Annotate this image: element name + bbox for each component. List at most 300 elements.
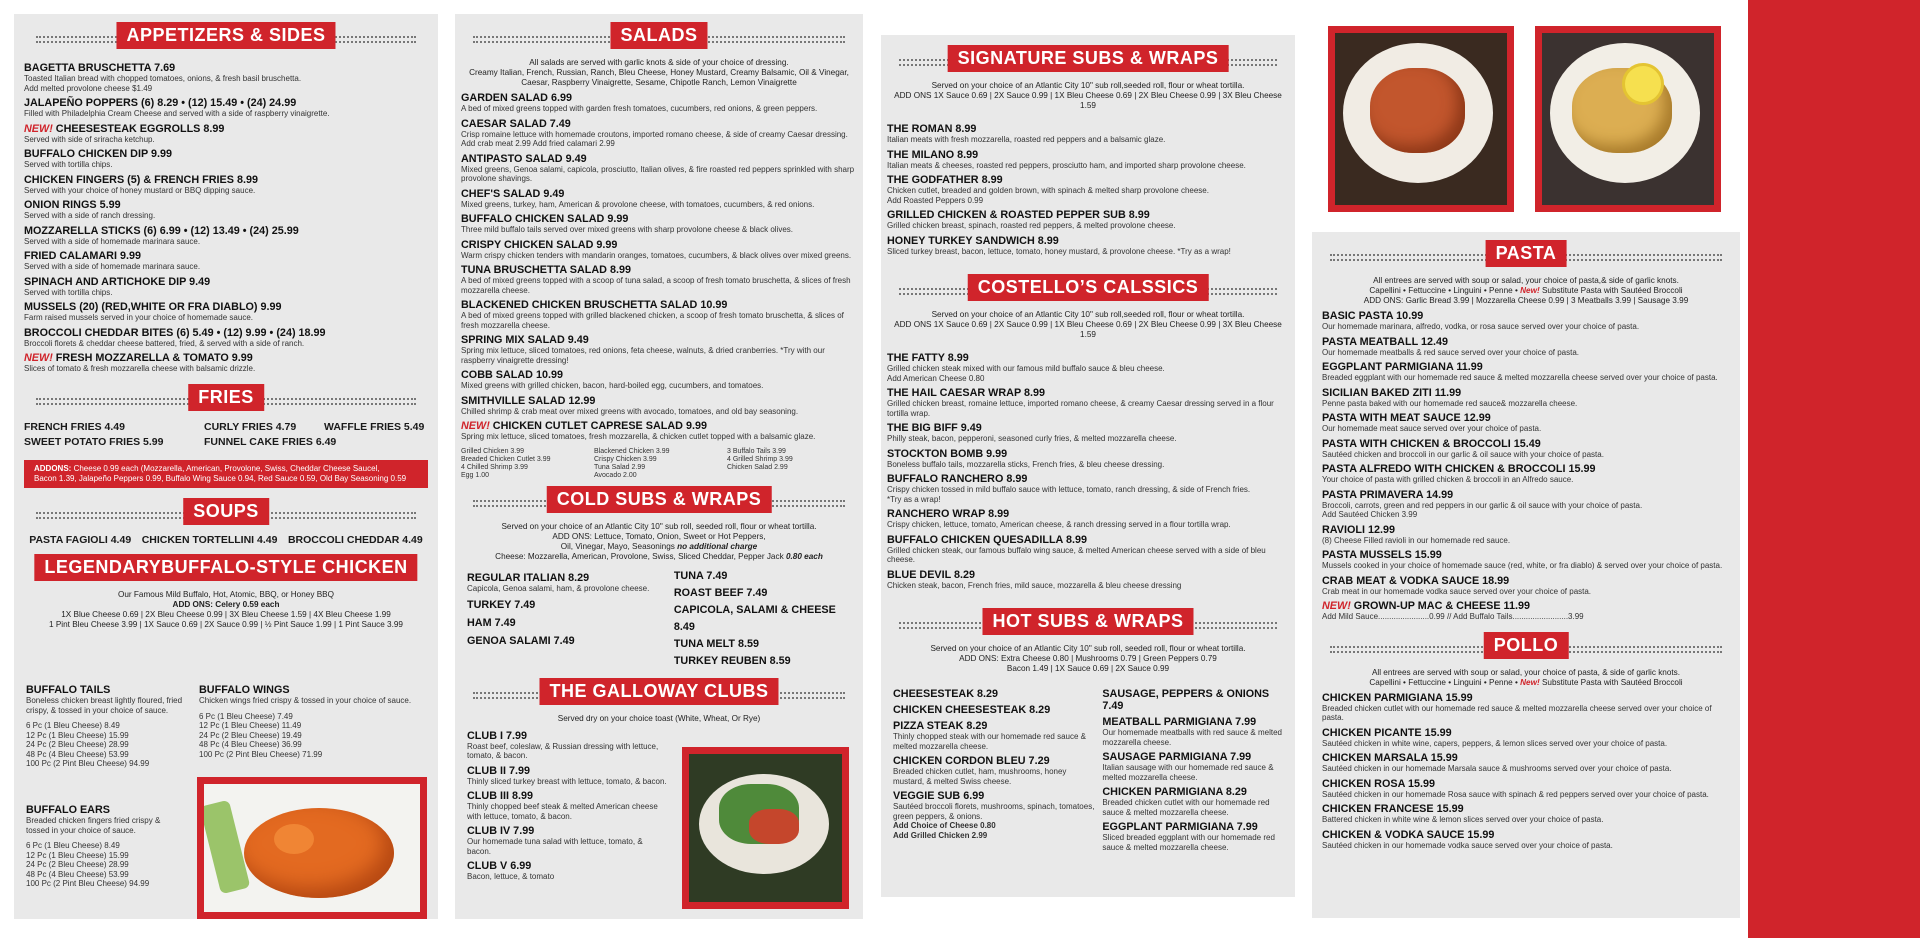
item-name: SPINACH AND ARTICHOKE DIP 9.49 [24, 275, 211, 288]
item-desc: Capicola, Genoa salami, ham, & provolone cheese. [467, 583, 650, 593]
item-desc: Sautéed chicken in our homemade vodka sauce served over your choice of pasta. [1322, 840, 1613, 850]
item-name: REGULAR ITALIAN 8.29 [467, 571, 590, 584]
item-name: PASTA PRIMAVERA 14.99 [1322, 488, 1454, 501]
item-desc: Spring mix lettuce, sliced tomatoes, red onions, feta cheese, walnuts, & dried cranberries. *Try with our raspberry vinaigrette dressing! [461, 346, 825, 365]
new-badge: NEW! [24, 352, 53, 364]
item-desc: Grilled chicken breast, spinach, roasted red peppers, & melted provolone cheese. [887, 221, 1176, 230]
item-name: MUSSELS (20) (RED,WHITE OR FRA DIABLO) 9.99 [24, 301, 282, 313]
item-desc: Sautéed broccoli florets, mushrooms, spinach, tomatoes, green peppers, & onions. [893, 802, 1095, 821]
section-note: 1X Blue Cheese 0.69 | 2X Bleu Cheese 0.99 | 3X Bleu Cheese 1.59 | 4X Bleu Cheese 1.99 [61, 609, 391, 619]
costello-header [887, 274, 1289, 304]
red-side-band [1748, 0, 1920, 938]
section-note-emph: 0.80 each [785, 551, 823, 561]
menu-item [24, 250, 428, 272]
item-name: GRILLED CHICKEN & ROASTED PEPPER SUB 8.99 [887, 209, 1150, 221]
addons-text: Bacon 1.39, Jalapeño Peppers 0.99, Buffalo Wing Sauce 0.94, Red Sauce 0.59, Old Bay Seasoning 0.59 [34, 473, 407, 483]
item-desc: Grilled chicken steak, our famous buffalo wing sauce, & melted American cheese served with a side of bleu cheese. [887, 545, 1266, 564]
item-name: PASTA MUSSELS 15.99 [1322, 549, 1442, 561]
item-desc: Served with a side of homemade marinara sauce. [24, 262, 201, 271]
item-name: COBB SALAD 10.99 [461, 369, 563, 381]
menu-item [24, 148, 428, 170]
menu-item [24, 301, 428, 323]
menu-item [461, 92, 857, 114]
item-desc: Sliced turkey breast, bacon, lettuce, tomato, honey mustard, & provolone cheese. *Try as a wrap! [887, 246, 1231, 256]
item-desc: Chilled shrimp & crab meat over mixed greens with avocado, tomatoes, and old bay seasoning. [461, 406, 799, 416]
panel-salads [455, 14, 863, 919]
item-name: SAUSAGE, PEPPERS & ONIONS 7.49 [1102, 688, 1270, 712]
menu-item [461, 369, 857, 391]
section-note: Oil, Vinegar, Mayo, Seasonings [560, 541, 675, 551]
item-name: BUFFALO RANCHERO 8.99 [887, 473, 1028, 485]
item-desc: Italian meats & cheeses, roasted red peppers, prosciutto ham, and imported sharp provolone cheese. [887, 160, 1246, 170]
menu-item [467, 765, 667, 787]
menu-item [893, 720, 1096, 751]
menu-item [1102, 786, 1289, 817]
section-title-hot-subs: HOT SUBS & WRAPS [982, 608, 1193, 635]
new-badge: NEW! [1322, 600, 1351, 612]
item-desc: Served with a side of homemade marinara sauce. [24, 236, 201, 246]
item-name: ROAST BEEF 7.49 [673, 586, 768, 599]
item-desc: Filled with Philadelphia Cream Cheese and served with a side of raspberry vinaigrette. [24, 109, 330, 118]
item-desc: Breaded chicken cutlet with our homemade red sauce & melted mozzarella cheese served over your choice of pasta. [1322, 703, 1712, 722]
item-name: JALAPEÑO POPPERS (6) 8.29 • (12) 15.49 • (24) 24.99 [24, 97, 297, 109]
menu-item [461, 213, 857, 235]
fries-item: FRENCH FRIES 4.49 [24, 420, 125, 433]
item-name: FRESH MOZZARELLA & TOMATO 9.99 [55, 352, 253, 364]
section-note: Creamy Italian, French, Russian, Ranch, Bleu Cheese, Honey Mustard, Creamy Balsamic, Oil & Vinegar, [469, 68, 849, 77]
signature-header [887, 45, 1289, 75]
price-line: 100 Pc (2 Pint Bleu Cheese) 71.99 [199, 749, 323, 759]
item-desc: Boneless chicken breast lightly floured, fried crispy, & tossed in your choice of sauce. [26, 696, 183, 715]
item-desc: Served with tortilla chips. [24, 160, 113, 169]
menu-item [461, 153, 857, 184]
item-name: BUFFALO WINGS [199, 684, 290, 696]
buffalo-header [24, 554, 428, 584]
item-name: BUFFALO CHICKEN DIP 9.99 [24, 148, 172, 160]
fries-item: SWEET POTATO FRIES 5.99 [24, 435, 164, 448]
price-line: 48 Pc (4 Bleu Cheese) 53.99 [26, 749, 129, 759]
menu-item [887, 448, 1289, 470]
item-name: CHICKEN FINGERS (5) & FRENCH FRIES 8.99 [24, 173, 258, 186]
item-desc: Served with your choice of honey mustard or BBQ dipping sauce. [24, 185, 256, 195]
price-line: 6 Pc (1 Bleu Cheese) 8.49 [26, 721, 120, 730]
section-title-signature: SIGNATURE SUBS & WRAPS [948, 45, 1229, 72]
menu-item [893, 790, 1096, 840]
item-name: PASTA WITH MEAT SAUCE 12.99 [1322, 412, 1491, 424]
item-name: CHICKEN PARMIGIANA 15.99 [1322, 691, 1473, 704]
item-name: EGGPLANT PARMIGIANA 7.99 [1102, 821, 1258, 833]
menu-item [467, 860, 667, 882]
section-note: Our Famous Mild Buffalo, Hot, Atomic, BBQ, or Honey BBQ [118, 589, 334, 599]
menu-item [893, 755, 1096, 786]
item-desc: Three mild buffalo tails served over mixed greens with sharp provolone cheese & black olives. [461, 225, 794, 234]
item-desc: Spring mix lettuce, sliced tomatoes, fresh mozzarella, & chicken cutlet topped with a balsamic glaze. [461, 432, 816, 441]
item-desc: Broccoli, carrots, green and red peppers in our garlic & oil sauce with your choice of pasta. [1322, 500, 1643, 510]
panel-subs [881, 35, 1295, 897]
menu-item [1322, 549, 1734, 571]
item-desc: Thinly sliced turkey breast with lettuce, tomato, & bacon. [467, 776, 667, 786]
section-note: ADD ONS: Extra Cheese 0.80 | Mushrooms 0.79 | Green Peppers 0.79 [959, 654, 1217, 663]
item-name: CHICKEN MARSALA 15.99 [1322, 752, 1458, 764]
price-line: 24 Pc (2 Bleu Cheese) 28.99 [26, 740, 129, 749]
item-name: CHEESESTEAK 8.29 [893, 688, 999, 700]
appetizers-list [24, 62, 428, 374]
section-note: Caesar, Raspberry Vinaigrette, Sesame, Chipotle Ranch, Lemon Vinaigrette [521, 78, 797, 87]
menu-item [1102, 751, 1289, 782]
buffalo-tails [26, 684, 186, 769]
menu-item [24, 225, 428, 247]
item-addon: Add Grilled Chicken 2.99 [893, 830, 988, 840]
item-name: CHICKEN FRANCESE 15.99 [1322, 803, 1464, 815]
section-note: ADD ONS 1X Sauce 0.69 | 2X Sauce 0.99 | 1X Bleu Cheese 0.69 | 2X Bleu Cheese 0.99 | 3X Bleu Cheese 1.59 [894, 91, 1282, 110]
item-name: CLUB I 7.99 [467, 729, 527, 742]
menu-item [467, 572, 674, 594]
section-note: Capellini • Fettuccine • Linguini • Penne • [1369, 677, 1518, 687]
menu-item [1322, 438, 1734, 460]
section-note: ADD ONS: Garlic Bread 3.99 | Mozzarella Cheese 0.99 | 3 Meatballs 3.99 | Sausage 3.99 [1363, 296, 1689, 305]
galloway-header [461, 678, 857, 708]
item-desc: Boneless buffalo tails, mozzarella sticks, French fries, & bleu cheese dressing. [887, 459, 1165, 469]
item-desc: Our homemade meat sauce served over your choice of pasta. [1322, 424, 1542, 433]
item-name: CHICKEN PICANTE 15.99 [1322, 726, 1452, 739]
addon-line: 3 Buffalo Tails 3.99 [727, 447, 786, 455]
menu-item [887, 149, 1289, 171]
item-name: ONION RINGS 5.99 [24, 199, 121, 211]
section-note: Served on your choice of an Atlantic City 10" sub roll, seeded roll, flour or wheat tortilla. [930, 644, 1246, 653]
item-name: CRISPY CHICKEN SALAD 9.99 [461, 238, 618, 251]
item-desc-extra: Add Roasted Peppers 0.99 [887, 195, 984, 205]
item-name: THE GODFATHER 8.99 [887, 174, 1003, 186]
item-desc: Battered chicken in white wine & lemon slices served over your choice of pasta. [1322, 815, 1604, 824]
item-desc: Broccoli florets & cheddar cheese battered, fried, & served with a side of ranch. [24, 338, 305, 348]
section-note: Bacon 1.49 | 1X Sauce 0.69 | 2X Sauce 0.99 [1006, 664, 1170, 673]
addon-line: 4 Chilled Shrimp 3.99 [461, 463, 528, 471]
menu-item [1322, 310, 1734, 332]
menu-item [24, 97, 428, 119]
fries-item: WAFFLE FRIES 5.49 [324, 420, 425, 433]
menu-item [24, 62, 428, 93]
item-desc: Served with a side of ranch dressing. [24, 211, 156, 220]
item-name: PASTA WITH CHICKEN & BROCCOLI 15.49 [1322, 437, 1541, 450]
item-desc: Your choice of pasta with grilled chicken & broccoli in an Alfredo sauce. [1322, 475, 1574, 484]
pollo-list [1318, 692, 1734, 851]
photo-pasta-francese [1535, 26, 1721, 212]
item-desc: Breaded chicken cutlet with our homemade red sauce & melted mozzarella cheese. [1102, 798, 1270, 817]
section-note: Capellini • Fettuccine • Linguini • Penne • [1369, 286, 1518, 295]
cold-header [461, 486, 857, 516]
item-desc: Bacon, lettuce, & tomato [467, 872, 555, 881]
item-name: CHEF'S SALAD 9.49 [461, 187, 565, 200]
section-note: ADD ONS: Lettuce, Tomato, Onion, Sweet or Hot Peppers, [552, 531, 766, 541]
item-desc: Grilled chicken breast, romaine lettuce, imported romano cheese, & creamy Caesar dressing served in a flour tortilla wrap. [887, 399, 1274, 418]
menu-item [887, 473, 1289, 504]
menu-item [887, 569, 1289, 591]
item-name: SAUSAGE PARMIGIANA 7.99 [1102, 751, 1252, 763]
menu-item [1322, 336, 1734, 358]
price-line: 48 Pc (4 Bleu Cheese) 53.99 [26, 869, 129, 879]
section-note: ADD ONS 1X Sauce 0.69 | 2X Sauce 0.99 | 1X Bleu Cheese 0.69 | 2X Bleu Cheese 0.99 | 3X Bleu Cheese 1.59 [894, 320, 1282, 339]
appetizers-header [24, 22, 428, 52]
addon-line: Egg 1.00 [461, 471, 490, 479]
menu-item [467, 730, 667, 761]
section-note-emph: no additional charge [677, 541, 758, 551]
section-title-pollo: POLLO [1484, 632, 1569, 659]
section-title-galloway: THE GALLOWAY CLUBS [539, 678, 778, 705]
addons-label: ADDONS: [34, 463, 72, 473]
item-name: BUFFALO CHICKEN SALAD 9.99 [461, 213, 629, 225]
item-desc: Breaded eggplant with our homemade red sauce & melted mozzarella cheese served over your choice of pasta. [1322, 373, 1718, 382]
item-name: THE ROMAN 8.99 [887, 123, 977, 135]
price-line: 48 Pc (4 Bleu Cheese) 36.99 [199, 740, 302, 749]
addon-line: Avocado 2.00 [594, 471, 637, 479]
item-desc: Served with tortilla chips. [24, 287, 113, 297]
item-name: THE HAIL CAESAR WRAP 8.99 [887, 387, 1045, 399]
section-title-buffalo: LEGENDARYBUFFALO-STYLE CHICKEN [34, 554, 417, 581]
menu-item [887, 534, 1289, 565]
new-badge: NEW! [24, 122, 53, 135]
item-desc: Philly steak, bacon, pepperoni, seasoned curly fries, & melted mozzarella cheese. [887, 434, 1177, 443]
item-desc-extra: Add American Cheese 0.80 [887, 373, 985, 383]
item-name: CHICKEN CHEESESTEAK 8.29 [893, 704, 1051, 716]
item-desc: Roast beef, coleslaw, & Russian dressing with lettuce, tomato, & bacon. [467, 741, 659, 760]
item-name: CLUB V 6.99 [467, 860, 532, 872]
panel-pasta-pollo [1312, 232, 1740, 918]
item-desc: Slices of tomato & fresh mozzarella cheese with balsamic drizzle. [24, 364, 256, 373]
item-name: GARDEN SALAD 6.99 [461, 92, 572, 104]
price-line: 24 Pc (2 Bleu Cheese) 19.49 [199, 730, 302, 740]
price-line: 24 Pc (2 Bleu Cheese) 28.99 [26, 860, 129, 869]
item-name: HAM 7.49 [467, 617, 516, 629]
item-name: BUFFALO TAILS [26, 684, 111, 696]
item-desc: Penne pasta baked with our homemade red sauce& mozzarella cheese. [1322, 398, 1578, 408]
item-desc: Sautéed chicken in our homemade Marsala sauce & mushrooms served over your choice of pasta. [1322, 764, 1672, 773]
item-name: CHICKEN CORDON BLEU 7.29 [893, 755, 1050, 767]
section-note: 1 Pint Bleu Cheese 3.99 | 1X Sauce 0.69 | 2X Sauce 0.99 | ½ Pint Sauce 1.99 | 1 Pint Sauce 3.99 [49, 619, 403, 629]
price-line: 6 Pc (1 Bleu Cheese) 7.49 [199, 711, 293, 721]
item-name: HONEY TURKEY SANDWICH 8.99 [887, 234, 1059, 247]
item-name: CHICKEN PARMIGIANA 8.29 [1102, 786, 1247, 798]
item-name: GENOA SALAMI 7.49 [467, 635, 575, 647]
salad-addons [461, 448, 857, 480]
item-desc: Crispy chicken, lettuce, tomato, American cheese, & ranch dressing served in a flour tortilla wrap. [887, 520, 1231, 529]
addon-line: Grilled Chicken 3.99 [461, 447, 525, 455]
item-name: BASIC PASTA 10.99 [1322, 310, 1424, 322]
item-desc: Breaded chicken fingers fried crispy & tossed in your choice of sauce. [26, 816, 161, 835]
section-note: Substitute Pasta with Sautéed Broccoli [1541, 677, 1683, 687]
menu-item [1322, 575, 1734, 597]
menu-item [887, 352, 1289, 383]
item-desc: Italian meats with fresh mozzarella, roasted red peppers and a balsamic glaze. [887, 135, 1166, 144]
item-name: EGGPLANT PARMIGIANA 11.99 [1322, 361, 1483, 373]
hot-header [887, 608, 1289, 638]
menu-item [461, 188, 857, 210]
section-note: All entrees are served with soup or salad, your choice of pasta, & side of garlic knots. [1371, 667, 1681, 677]
photo-pasta-shrimp [1328, 26, 1514, 212]
buffalo-wings [199, 684, 429, 759]
item-name: TUNA MELT 8.59 [673, 637, 760, 650]
item-desc-extra: *Try as a wrap! [887, 494, 941, 504]
menu-item [887, 209, 1289, 231]
menu-item [1322, 387, 1734, 409]
costello-list [887, 352, 1289, 590]
soup-item: PASTA FAGIOLI 4.49 [29, 533, 132, 546]
menu-item [461, 118, 857, 149]
item-desc: Chicken wings fried crispy & tossed in your choice of sauce. [199, 696, 412, 705]
menu-item [24, 352, 428, 374]
item-desc: Warm crispy chicken tenders with mandarin oranges, tomatoes, cucumbers, & black olives over mixed greens. [461, 250, 852, 260]
price-line: 100 Pc (2 Pint Bleu Cheese) 94.99 [26, 879, 150, 888]
addon-line: Crispy Chicken 3.99 [594, 455, 657, 463]
price-line: 12 Pc (1 Bleu Cheese) 11.49 [199, 721, 302, 730]
menu-item [1322, 524, 1734, 546]
item-desc: Mixed greens, Genoa salami, capicola, prosciutto, Italian olives, & fire roasted red peppers sprinkled with sharp provolone shavings. [461, 164, 855, 183]
menu-item [461, 420, 857, 442]
menu-item [24, 276, 428, 298]
item-name: TUNA BRUSCHETTA SALAD 8.99 [461, 264, 631, 276]
menu-item [1322, 752, 1734, 774]
photo-buffalo-wings [197, 777, 427, 919]
menu-item [893, 704, 1096, 716]
item-desc: Thinly chopped steak with our homemade red sauce & melted mozzarella cheese. [893, 732, 1086, 751]
item-desc: Mussels cooked in your choice of homemade sauce (red, white, or fra diablo) & served over your choice of pasta. [1322, 561, 1723, 570]
menu-item [1322, 463, 1734, 485]
item-name: CLUB II 7.99 [467, 764, 530, 777]
price-line: 100 Pc (2 Pint Bleu Cheese) 94.99 [26, 759, 150, 768]
panel-appetizers [14, 14, 438, 919]
section-note: ADD ONS: Celery 0.59 each [172, 599, 280, 609]
item-name: BLUE DEVIL 8.29 [887, 568, 976, 581]
item-name: CRAB MEAT & VODKA SAUCE 18.99 [1322, 574, 1510, 587]
menu-item [24, 174, 428, 196]
menu-item [1322, 829, 1734, 851]
section-title-fries: FRIES [188, 384, 264, 411]
fries-list [24, 420, 428, 450]
item-name: THE BIG BIFF 9.49 [887, 422, 982, 434]
menu-item [24, 327, 428, 349]
item-desc: Crispy chicken tossed in mild buffalo sauce with lettuce, tomato, ranch dressing, & side of French fries. [887, 485, 1251, 494]
item-desc: Sliced breaded eggplant with our homemade red sauce & melted mozzarella cheese. [1102, 833, 1275, 852]
item-name: RAVIOLI 12.99 [1322, 523, 1396, 536]
item-name: BUFFALO CHICKEN QUESADILLA 8.99 [887, 533, 1087, 546]
item-desc: Mixed greens with grilled chicken, bacon, hard-boiled egg, cucumbers, and tomatoes. [461, 381, 764, 390]
item-desc: (8) Cheese Filled ravioli in our homemade red sauce. [1322, 535, 1511, 545]
menu-item [1322, 692, 1734, 723]
galloway-list [461, 730, 667, 882]
item-name: CHICKEN CUTLET CAPRESE SALAD 9.99 [492, 420, 707, 432]
soups-header [24, 498, 428, 528]
section-note: All entrees are served with soup or salad, your choice of pasta,& side of garlic knots. [1373, 276, 1679, 285]
item-desc: A bed of mixed greens topped with grilled blackened chicken, a scoop of fresh tomato bruschetta, & slices of fresh mozzarella cheese. [461, 311, 844, 330]
hot-list [887, 684, 1289, 852]
item-name: CLUB IV 7.99 [467, 825, 535, 837]
addon-line: Blackened Chicken 3.99 [594, 447, 670, 455]
menu-item [467, 825, 667, 856]
section-note: Substitute Pasta with Sautéed Broccoli [1541, 286, 1683, 295]
item-desc: Crisp romaine lettuce with homemade croutons, imported romano cheese, & side of creamy Caesar dressing. Add crab meat 2.99 Add fried calamari 2.99 [461, 129, 848, 148]
item-desc: Our homemade marinara, alfredo, vodka, or rosa sauce served over your choice of pasta. [1322, 322, 1640, 331]
price-line: 12 Pc (1 Bleu Cheese) 15.99 [26, 730, 129, 740]
item-name: VEGGIE SUB 6.99 [893, 790, 985, 802]
addon-line: Tuna Salad 2.99 [594, 463, 646, 471]
item-name: FRIED CALAMARI 9.99 [24, 250, 141, 262]
menu-item [1102, 688, 1289, 712]
item-name: BROCCOLI CHEDDAR BITES (6) 5.49 • (12) 9.99 • (24) 18.99 [24, 326, 326, 339]
photo-club-sandwich [682, 747, 849, 909]
item-name: TURKEY REUBEN 8.59 [673, 654, 791, 667]
item-name: TURKEY 7.49 [467, 599, 536, 611]
salads-header [461, 22, 857, 52]
section-note: All salads are served with garlic knots & side of your choice of dressing. [529, 58, 789, 67]
pasta-header [1318, 240, 1734, 270]
menu-item [461, 299, 857, 330]
soups-list [24, 534, 428, 546]
menu-item [467, 635, 674, 647]
item-name: GROWN-UP MAC & CHEESE 11.99 [1353, 600, 1530, 612]
item-name: SPRING MIX SALAD 9.49 [461, 334, 589, 346]
item-desc: Breaded chicken cutlet, ham, mushrooms, honey mustard, & melted Swiss cheese. [893, 767, 1067, 786]
fries-item: CURLY FRIES 4.79 [204, 420, 297, 433]
soup-item: CHICKEN TORTELLINI 4.49 [141, 533, 278, 546]
buffalo-ears [26, 804, 186, 889]
item-name: CHICKEN & VODKA SAUCE 15.99 [1322, 828, 1495, 841]
soup-item: BROCCOLI CHEDDAR 4.49 [287, 533, 423, 546]
item-name: CHEESESTEAK EGGROLLS 8.99 [55, 122, 225, 135]
section-note: Cheese: Mozzarella, American, Provolone, Swiss, Sliced Cheddar, Pepper Jack [495, 551, 784, 561]
fries-item: FUNNEL CAKE FRIES 6.49 [204, 435, 337, 448]
item-desc-extra: Add Sautéed Chicken 3.99 [1322, 510, 1418, 519]
addon-line: Breaded Chicken Cutlet 3.99 [461, 455, 551, 463]
menu-item [467, 617, 674, 629]
item-name: SICILIAN BAKED ZITI 11.99 [1322, 386, 1462, 399]
pollo-header [1318, 632, 1734, 662]
menu-item [24, 123, 428, 145]
section-title-pasta: PASTA [1486, 240, 1567, 267]
item-name: ANTIPASTO SALAD 9.49 [461, 152, 587, 165]
menu-item [461, 334, 857, 365]
menu-item [1102, 821, 1289, 852]
menu-item [887, 235, 1289, 257]
menu-item [887, 387, 1289, 418]
item-name: SMITHVILLE SALAD 12.99 [461, 394, 596, 407]
fries-header [24, 384, 428, 414]
item-name: BUFFALO EARS [26, 804, 110, 816]
menu-item [467, 599, 674, 611]
item-desc: A bed of mixed greens topped with garden fresh tomatoes, cucumbers, red onions, & green peppers. [461, 104, 818, 113]
item-name: STOCKTON BOMB 9.99 [887, 447, 1008, 460]
menu-item [1322, 778, 1734, 800]
section-title-cold-subs: COLD SUBS & WRAPS [547, 486, 772, 513]
item-desc: Our homemade meatballs with red sauce & melted mozzarella cheese. [1102, 728, 1282, 747]
menu-item [1322, 361, 1734, 383]
item-desc: Sautéed chicken and broccoli in our garlic & oil sauce with your choice of pasta. [1322, 449, 1604, 459]
item-name: CHICKEN ROSA 15.99 [1322, 777, 1435, 790]
item-name: THE FATTY 8.99 [887, 352, 969, 364]
new-badge: NEW! [461, 420, 490, 432]
new-badge: New! [1520, 286, 1540, 295]
item-name: RANCHERO WRAP 8.99 [887, 508, 1010, 520]
menu-item [1322, 600, 1734, 622]
item-name: CAPICOLA, SALAMI & CHEESE 8.49 [673, 603, 836, 633]
menu-item [887, 508, 1289, 530]
item-desc: Toasted Italian bread with chopped tomatoes, onions, & fresh basil bruschetta. [24, 74, 302, 83]
addon-line: 4 Grilled Shrimp 3.99 [727, 455, 793, 463]
menu-item [24, 199, 428, 221]
addon-line: Chicken Salad 2.99 [727, 463, 788, 471]
item-desc: A bed of mixed greens topped with a scoop of tuna salad, a scoop of fresh tomato bruschetta, & slices of fresh mozzarella cheese. [461, 276, 851, 295]
item-desc: Crab meat in our homemade vodka sauce served over your choice of pasta. [1322, 586, 1592, 596]
section-note: Served on your choice of an Atlantic City 10" sub roll,seeded roll, flour or wheat tortilla. [931, 310, 1245, 319]
section-title-soups: SOUPS [183, 498, 269, 525]
